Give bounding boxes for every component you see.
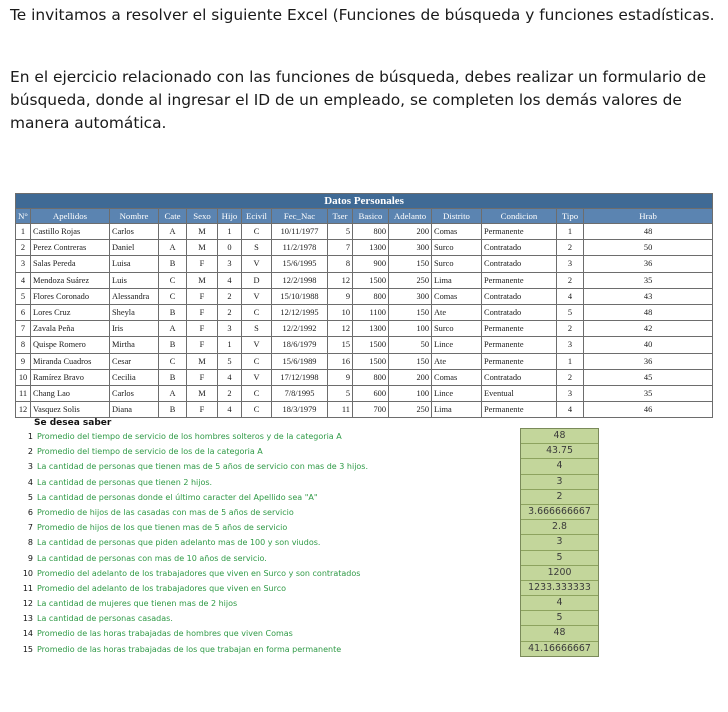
column-header: Condicion (482, 209, 557, 224)
question-text: Promedio del adelanto de los trabajadores que viven en Surco y son contratados (37, 568, 361, 578)
question-item (22, 581, 502, 596)
table-cell[interactable]: 12/12/1995 (272, 304, 328, 320)
table-cell[interactable]: 150 (389, 304, 432, 320)
table-cell[interactable]: 11/2/1978 (272, 240, 328, 256)
table-row (16, 304, 713, 320)
table-cell[interactable]: 2 (16, 240, 31, 256)
table-cell[interactable]: 11 (16, 385, 31, 401)
question-item (22, 611, 502, 626)
table-cell[interactable]: 4 (218, 402, 242, 418)
question-item (22, 459, 502, 474)
table-cell[interactable]: 0 (218, 240, 242, 256)
table-cell[interactable]: Vasquez Solis (31, 402, 110, 418)
table-cell[interactable]: C (242, 353, 272, 369)
question-text: Promedio de hijos de las casadas con mas de 5 años de servicio (37, 507, 294, 517)
table-row (16, 385, 713, 401)
table-cell[interactable]: 4 (16, 272, 31, 288)
table-cell[interactable]: 17/12/1998 (272, 369, 328, 385)
table-cell[interactable]: Luisa (110, 256, 159, 272)
table-cell[interactable]: Contratado (482, 369, 557, 385)
table-cell[interactable]: 5 (557, 304, 584, 320)
table-cell[interactable]: 1300 (353, 321, 389, 337)
table-cell[interactable]: F (187, 402, 218, 418)
table-row (16, 240, 713, 256)
table-cell[interactable]: 1 (16, 224, 31, 240)
table-cell[interactable]: C (159, 288, 187, 304)
table-cell[interactable]: Eventual (482, 385, 557, 401)
table-cell[interactable]: 4 (218, 369, 242, 385)
table-cell[interactable]: Permanente (482, 402, 557, 418)
table-cell[interactable]: Perez Contreras (31, 240, 110, 256)
table-cell[interactable]: 800 (353, 224, 389, 240)
table-cell[interactable]: Zavala Peña (31, 321, 110, 337)
question-number: 10 (22, 568, 33, 578)
table-cell[interactable]: Ate (432, 353, 482, 369)
table-row (16, 402, 713, 418)
table-cell[interactable]: F (187, 304, 218, 320)
answer-cell[interactable]: 2 (521, 490, 598, 505)
table-cell[interactable]: Quispe Romero (31, 337, 110, 353)
table-cell[interactable]: 50 (584, 240, 713, 256)
table-row (16, 369, 713, 385)
table-cell[interactable]: 2 (557, 369, 584, 385)
table-cell[interactable]: A (159, 385, 187, 401)
table-cell[interactable]: Daniel (110, 240, 159, 256)
column-header: Apellidos (31, 209, 110, 224)
table-cell[interactable]: A (159, 224, 187, 240)
table-cell[interactable]: 15 (328, 337, 353, 353)
table-header-row (16, 209, 713, 224)
answer-cell[interactable]: 4 (521, 596, 598, 611)
table-cell[interactable]: Luis (110, 272, 159, 288)
table-cell[interactable]: 10 (16, 369, 31, 385)
table-cell[interactable]: 12/2/1998 (272, 272, 328, 288)
question-text: La cantidad de personas que tienen mas de 5 años de servicio con mas de 3 hijos. (37, 462, 369, 472)
table-cell[interactable]: Miranda Cuadros (31, 353, 110, 369)
table-cell[interactable]: 35 (584, 272, 713, 288)
table-cell[interactable]: 1500 (353, 272, 389, 288)
table-row (16, 288, 713, 304)
question-text: Promedio de hijos de los que tienen mas de 5 años de servicio (37, 523, 288, 533)
intro-paragraph-2: En el ejercicio relacionado con las funciones de búsqueda, debes realizar un formulario de búsqueda, donde al ingresar el ID de un empleado, se completen los demás valores de manera automática. (10, 68, 707, 132)
table-cell[interactable]: B (159, 369, 187, 385)
table-cell[interactable]: Surco (432, 240, 482, 256)
table-cell[interactable]: Ramírez Bravo (31, 369, 110, 385)
table-cell[interactable]: 40 (584, 337, 713, 353)
table-cell[interactable]: 250 (389, 402, 432, 418)
table-cell[interactable]: V (242, 369, 272, 385)
table-cell[interactable]: 4 (218, 272, 242, 288)
table-cell[interactable]: 700 (353, 402, 389, 418)
table-cell[interactable]: 800 (353, 288, 389, 304)
question-item (22, 429, 502, 444)
question-number: 3 (27, 462, 33, 472)
table-cell[interactable]: 36 (584, 256, 713, 272)
table-cell[interactable]: 4 (557, 288, 584, 304)
table-cell[interactable]: 3 (218, 256, 242, 272)
table-cell[interactable]: 48 (584, 224, 713, 240)
table-cell[interactable]: 3 (557, 385, 584, 401)
answer-cell[interactable]: 41.16666667 (521, 642, 598, 656)
table-cell[interactable]: Lima (432, 272, 482, 288)
table-cell[interactable]: 10/11/1977 (272, 224, 328, 240)
question-number: 11 (22, 583, 33, 593)
column-header: Cate (159, 209, 187, 224)
table-cell[interactable]: M (187, 353, 218, 369)
table-cell[interactable]: 15/6/1989 (272, 353, 328, 369)
table-cell[interactable]: Castillo Rojas (31, 224, 110, 240)
answer-cell[interactable]: 3.666666667 (521, 505, 598, 520)
table-cell[interactable]: V (242, 288, 272, 304)
table-cell[interactable]: D (242, 272, 272, 288)
question-number: 5 (27, 492, 33, 502)
table-cell[interactable]: 3 (557, 337, 584, 353)
table-cell[interactable]: 900 (353, 256, 389, 272)
table-cell[interactable]: 2 (557, 321, 584, 337)
table-cell[interactable]: 5 (16, 288, 31, 304)
table-cell[interactable]: C (242, 385, 272, 401)
table-cell[interactable]: 36 (584, 353, 713, 369)
question-item (22, 475, 502, 490)
column-header: Distrito (432, 209, 482, 224)
table-cell[interactable]: 5 (328, 224, 353, 240)
table-cell[interactable]: Permanente (482, 321, 557, 337)
answer-cell[interactable]: 5 (521, 611, 598, 626)
table-cell[interactable]: 1 (218, 224, 242, 240)
table-cell[interactable]: Lince (432, 385, 482, 401)
table-title: Datos Personales (16, 194, 713, 209)
question-text: La cantidad de mujeres que tienen mas de 2 hijos (37, 599, 238, 609)
question-text: La cantidad de personas que tienen 2 hijos. (37, 477, 213, 487)
table-cell[interactable]: 45 (584, 369, 713, 385)
table-cell[interactable]: 8 (16, 337, 31, 353)
answer-cell[interactable]: 3 (521, 535, 598, 550)
table-cell[interactable]: F (187, 256, 218, 272)
table-cell[interactable]: Carlos (110, 385, 159, 401)
table-cell[interactable]: Permanente (482, 337, 557, 353)
table-cell[interactable]: Alessandra (110, 288, 159, 304)
table-cell[interactable]: Permanente (482, 272, 557, 288)
question-text: La cantidad de personas con mas de 10 años de servicio. (37, 553, 267, 563)
table-cell[interactable]: 16 (328, 353, 353, 369)
question-text: Promedio del tiempo de servicio de los de la categoria A (37, 447, 263, 457)
table-cell[interactable]: 7/8/1995 (272, 385, 328, 401)
intro-paragraph-1: Te invitamos a resolver el siguiente Excel (Funciones de búsqueda y funciones estadísticas. (10, 6, 715, 24)
table-cell[interactable]: Lores Cruz (31, 304, 110, 320)
questions-heading: Se desea saber (34, 418, 112, 428)
question-number: 12 (22, 599, 33, 609)
question-item (22, 444, 502, 459)
table-row (16, 224, 713, 240)
table-cell[interactable]: 1300 (353, 240, 389, 256)
table-cell[interactable]: Comas (432, 224, 482, 240)
table-cell[interactable]: 5 (218, 353, 242, 369)
table-cell[interactable]: 9 (16, 353, 31, 369)
answer-cell[interactable]: 5 (521, 551, 598, 566)
question-item (22, 490, 502, 505)
table-cell[interactable]: 1500 (353, 337, 389, 353)
table-row (16, 321, 713, 337)
answer-cell[interactable]: 2.8 (521, 520, 598, 535)
table-row (16, 353, 713, 369)
question-number: 8 (27, 538, 33, 548)
column-header: Sexo (187, 209, 218, 224)
table-cell[interactable]: 300 (389, 288, 432, 304)
table-cell[interactable]: 12 (328, 272, 353, 288)
question-number: 4 (27, 477, 33, 487)
table-cell[interactable]: B (159, 304, 187, 320)
table-cell[interactable]: Diana (110, 402, 159, 418)
table-cell[interactable]: 2 (218, 304, 242, 320)
table-cell[interactable]: 1500 (353, 353, 389, 369)
table-cell[interactable]: F (187, 369, 218, 385)
question-item (22, 596, 502, 611)
table-cell[interactable]: B (159, 402, 187, 418)
column-header: Hrab (584, 209, 713, 224)
table-cell[interactable]: Permanente (482, 353, 557, 369)
question-item (22, 551, 502, 566)
table-cell[interactable]: C (242, 224, 272, 240)
table-cell[interactable]: 600 (353, 385, 389, 401)
answer-cell[interactable]: 48 (521, 429, 598, 444)
column-header: N° (16, 209, 31, 224)
answer-cell[interactable]: 48 (521, 626, 598, 641)
question-item (22, 505, 502, 520)
table-cell[interactable]: 100 (389, 321, 432, 337)
table-cell[interactable]: 9 (328, 288, 353, 304)
question-text: Promedio del adelanto de los trabajadores que viven en Surco (37, 583, 287, 593)
answer-cell[interactable]: 43.75 (521, 444, 598, 459)
table-cell[interactable]: 1 (557, 353, 584, 369)
table-cell[interactable]: C (159, 272, 187, 288)
table-cell[interactable]: 1 (557, 224, 584, 240)
table-cell[interactable]: S (242, 240, 272, 256)
table-cell[interactable]: 800 (353, 369, 389, 385)
column-header: Adelanto (389, 209, 432, 224)
table-cell[interactable]: Flores Coronado (31, 288, 110, 304)
table-cell[interactable]: 150 (389, 256, 432, 272)
personal-data-table (15, 193, 713, 418)
table-cell[interactable]: 46 (584, 402, 713, 418)
table-cell[interactable]: 3 (218, 321, 242, 337)
table-cell[interactable]: 200 (389, 369, 432, 385)
question-text: Promedio de las horas trabajadas de los que trabajan en forma permanente (37, 644, 342, 654)
table-cell[interactable]: Mirtha (110, 337, 159, 353)
table-cell[interactable]: Cesar (110, 353, 159, 369)
question-item (22, 566, 502, 581)
answer-cell[interactable]: 4 (521, 459, 598, 474)
table-cell[interactable]: Contratado (482, 288, 557, 304)
table-cell[interactable]: 12 (328, 321, 353, 337)
table-cell[interactable]: M (187, 385, 218, 401)
table-cell[interactable]: S (242, 321, 272, 337)
table-cell[interactable]: 2 (218, 288, 242, 304)
question-number: 9 (27, 553, 33, 563)
table-cell[interactable]: 48 (584, 304, 713, 320)
table-cell[interactable]: Mendoza Suárez (31, 272, 110, 288)
table-cell[interactable]: 1 (218, 337, 242, 353)
table-cell[interactable]: 4 (557, 402, 584, 418)
column-header: Ecivil (242, 209, 272, 224)
table-cell[interactable]: Chang Lao (31, 385, 110, 401)
table-cell[interactable]: Permanente (482, 224, 557, 240)
table-cell[interactable]: Contratado (482, 256, 557, 272)
answers-column (520, 428, 599, 657)
table-cell[interactable]: 6 (16, 304, 31, 320)
table-cell[interactable]: 42 (584, 321, 713, 337)
table-cell[interactable]: 100 (389, 385, 432, 401)
question-number: 1 (27, 432, 33, 441)
table-cell[interactable]: Comas (432, 288, 482, 304)
answer-cell[interactable]: 3 (521, 475, 598, 490)
question-text: La cantidad de personas que piden adelanto mas de 100 y son viudos. (37, 538, 321, 548)
table-cell[interactable]: 7 (328, 240, 353, 256)
question-number: 6 (27, 507, 33, 517)
answer-cell[interactable]: 1200 (521, 566, 598, 581)
table-cell[interactable]: 18/3/1979 (272, 402, 328, 418)
table-cell[interactable]: C (242, 304, 272, 320)
table-cell[interactable]: A (159, 240, 187, 256)
table-cell[interactable]: Salas Pereda (31, 256, 110, 272)
question-number: 13 (22, 614, 33, 624)
question-number: 7 (27, 523, 33, 533)
answer-cell[interactable]: 1233.333333 (521, 581, 598, 596)
question-number: 2 (27, 447, 33, 457)
table-cell[interactable]: C (159, 353, 187, 369)
question-number: 14 (22, 629, 33, 639)
table-cell[interactable]: 43 (584, 288, 713, 304)
question-number: 15 (22, 644, 33, 654)
table-cell[interactable]: F (187, 321, 218, 337)
table-cell[interactable]: Ate (432, 304, 482, 320)
table-cell[interactable]: 35 (584, 385, 713, 401)
table-cell[interactable]: 200 (389, 224, 432, 240)
table-cell[interactable]: Contratado (482, 304, 557, 320)
table-row (16, 272, 713, 288)
table-cell[interactable]: F (187, 288, 218, 304)
table-cell[interactable]: Carlos (110, 224, 159, 240)
table-cell[interactable]: 7 (16, 321, 31, 337)
column-header: Tipo (557, 209, 584, 224)
question-text: La cantidad de personas donde el último caracter del Apellido sea "A" (37, 492, 318, 502)
table-cell[interactable]: 12 (16, 402, 31, 418)
table-cell[interactable]: Lince (432, 337, 482, 353)
table-cell[interactable]: 3 (557, 256, 584, 272)
table-cell[interactable]: F (187, 337, 218, 353)
table-cell[interactable]: 250 (389, 272, 432, 288)
table-cell[interactable]: 50 (389, 337, 432, 353)
table-cell[interactable]: 1100 (353, 304, 389, 320)
table-cell[interactable]: Comas (432, 369, 482, 385)
question-item (22, 520, 502, 535)
column-header: Hijo (218, 209, 242, 224)
table-cell[interactable]: 3 (16, 256, 31, 272)
column-header: Basico (353, 209, 389, 224)
table-cell[interactable]: Iris (110, 321, 159, 337)
table-cell[interactable]: 8 (328, 256, 353, 272)
table-cell[interactable]: Cecilia (110, 369, 159, 385)
question-text: Promedio del tiempo de servicio de los hombres solteros y de la categoria A (37, 432, 342, 441)
table-cell[interactable]: Contratado (482, 240, 557, 256)
table-cell[interactable]: 150 (389, 353, 432, 369)
table-cell[interactable]: Lima (432, 402, 482, 418)
questions-list (22, 429, 502, 657)
table-cell[interactable]: 2 (557, 240, 584, 256)
table-cell[interactable]: 300 (389, 240, 432, 256)
table-cell[interactable]: C (242, 402, 272, 418)
table-cell[interactable]: Sheyla (110, 304, 159, 320)
table-cell[interactable]: 5 (328, 385, 353, 401)
table-cell[interactable]: M (187, 240, 218, 256)
question-item (22, 642, 502, 657)
table-row (16, 337, 713, 353)
table-cell[interactable]: A (159, 321, 187, 337)
question-item (22, 626, 502, 641)
table-cell[interactable]: M (187, 224, 218, 240)
question-text: La cantidad de personas casadas. (37, 614, 173, 624)
question-item (22, 535, 502, 550)
table-cell[interactable]: 2 (218, 385, 242, 401)
table-cell[interactable]: 12/2/1992 (272, 321, 328, 337)
column-header: Fec_Nac (272, 209, 328, 224)
table-cell[interactable]: V (242, 256, 272, 272)
table-cell[interactable]: Surco (432, 256, 482, 272)
table-cell[interactable]: 18/6/1979 (272, 337, 328, 353)
table-row (16, 256, 713, 272)
table-cell[interactable]: 11 (328, 402, 353, 418)
table-cell[interactable]: 15/10/1988 (272, 288, 328, 304)
column-header: Tser (328, 209, 353, 224)
question-text: Promedio de las horas trabajadas de hombres que viven Comas (37, 629, 293, 639)
table-cell[interactable]: 15/6/1995 (272, 256, 328, 272)
table-cell[interactable]: Surco (432, 321, 482, 337)
table-cell[interactable]: V (242, 337, 272, 353)
column-header: Nombre (110, 209, 159, 224)
table-cell[interactable]: B (159, 256, 187, 272)
table-cell[interactable]: 2 (557, 272, 584, 288)
table-cell[interactable]: M (187, 272, 218, 288)
table-cell[interactable]: 9 (328, 369, 353, 385)
table-cell[interactable]: B (159, 337, 187, 353)
table-cell[interactable]: 10 (328, 304, 353, 320)
